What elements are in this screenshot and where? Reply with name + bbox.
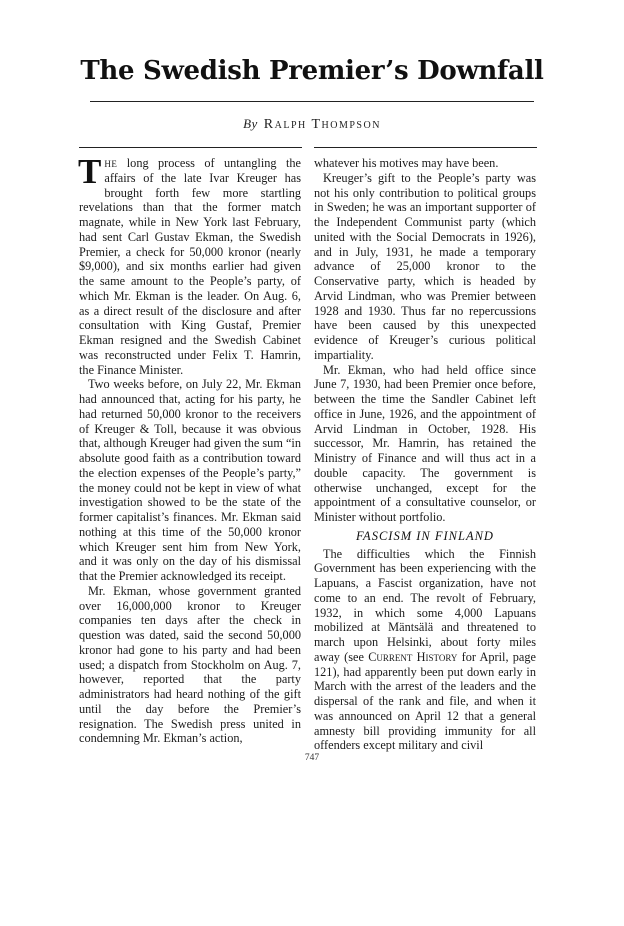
paragraph: Two weeks before, on July 22, Mr. Ekman had announced that, acting for his party, he had returned 50,000 kronor to the receivers of Kreuger & Toll, because it was obvious that, although Kreuger had given the sum “in absolute good faith as a contribution toward the election expenses of the People’s party,” the money could not be kept in view of what investigation showed to be the state of the former capitalist’s finances. Mr. Ekman said nothing at this time of the 50,000 kronor which Kreuger sent him from New York, and it was only on the day of his dismissal that the Premier acknowledged its receipt. xyxy=(79,377,301,583)
paragraph: Kreuger’s gift to the People’s party was not his only contribution to political groups in Sweden; he was an important supporter of the Independent Communist party (which united with the Social Democrats in 1926), and in July, 1931, he made a temporary advance of 25,000 kronor to the Conservative party, which is headed by Arvid Lindman, who was Premier between 1928 and 1930. Thus far no repercussions have been caused by this unexpected evidence of Kreuger’s curious political impartiality. xyxy=(314,170,536,362)
paragraph xyxy=(314,547,536,754)
byline-prefix: By xyxy=(243,116,258,131)
paragraph: Mr. Ekman, who had held office since June 7, 1930, had been Premier once before, between the time the Sandler Cabinet left office in June, 1926, and the appointment of Arvid Lindman in October, 1928. His successor, Mr. Hamrin, has retained the Ministry of Finance and will thus act in a double capacity. The government is otherwise unchanged, except for the appointment of a consultative counselor, or Minister without portfolio. xyxy=(314,362,536,524)
left-column xyxy=(78,152,301,746)
paragraph xyxy=(78,152,301,377)
byline xyxy=(0,116,624,133)
right-column-rule xyxy=(314,147,537,148)
left-column-rule xyxy=(79,147,302,148)
page-number: 747 xyxy=(304,753,320,763)
lead-small-caps: he xyxy=(104,156,118,170)
magazine-name: Current History xyxy=(368,649,458,664)
drop-cap: T xyxy=(78,152,102,191)
paragraph-text: long process of untangling the affairs of the late Ivar Kreuger has brought forth few more startling revelations than that the former match magnate, while in New York last February, had sent Carl Gustav Ekman, the Swedish Premier, a check for 50,000 kronor (nearly $9,000), and six months earlier had given the same amount to the People’s party, of which Mr. Ekman is the leader. On Aug. 6, as a direct result of the disclosure and after consultation with King Gustaf, Premier Ekman resigned and the Swedish Cabinet was reconstructed under Felix T. Hamrin, the Finance Minister. xyxy=(79,156,301,377)
section-heading: FASCISM IN FINLAND xyxy=(356,528,494,543)
article-title: The Swedish Premier’s Downfall xyxy=(80,56,544,86)
right-column xyxy=(314,156,536,753)
paragraph: Mr. Ekman, whose government granted over 16,000,000 kronor to Kreuger companies ten days after the check in question was dated, said the second 50,000 kronor had gone to his party and had been used; a dispatch from Stockholm on Aug. 7, however, reported that the party administrators had heard nothing of the gift until the day before the Premier’s resignation. The Swedish press united in condemning Mr. Ekman’s action, xyxy=(79,583,301,746)
author-name: Ralph Thompson xyxy=(263,117,381,132)
paragraph: whatever his motives may have been. xyxy=(314,156,499,170)
title-rule xyxy=(90,101,534,102)
paragraph-text: The difficulties which the Finnish Government has been experiencing with the Lapuans, a Fascist organization, have not come to an end. The revolt of February, 1932, in which some 4,000 Lapuans mobilized at Mäntsälä and threatened to march upon Helsinki, about forty miles away (see xyxy=(314,546,536,664)
paragraph-text: for April, page 121), had apparently been put down early in March with the arrest of the leaders and the dispersal of the rank and file, and when it was announced on April 12 that a general amnesty bill providing immunity for all offenders except military and civil xyxy=(314,649,537,753)
